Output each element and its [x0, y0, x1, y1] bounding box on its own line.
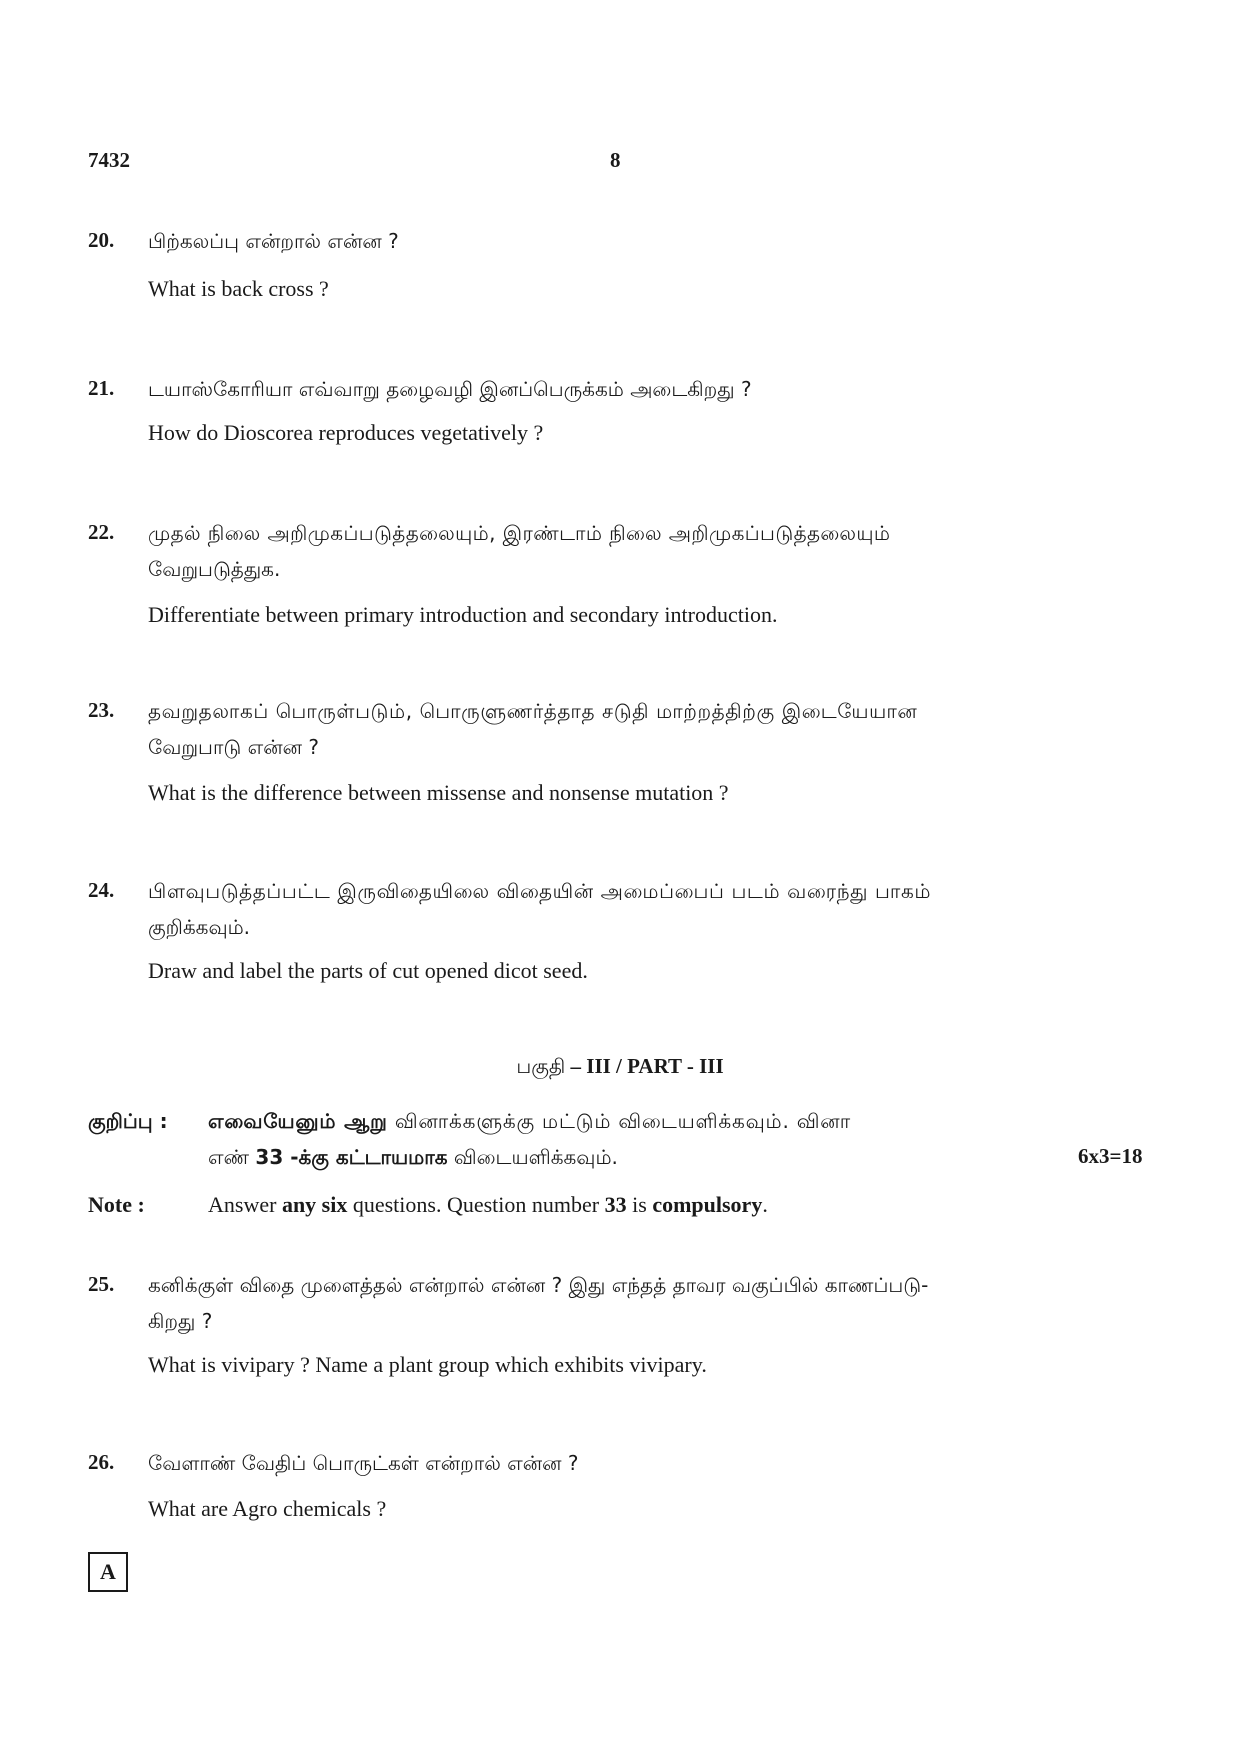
version-box: A [88, 1552, 128, 1592]
note-bold-part: 33 [604, 1192, 627, 1217]
question-tamil-line1: கனிக்குள் விதை முளைத்தல் என்றால் என்ன ? இது எந்தத் தாவர வகுப்பில் காணப்படு- [148, 1273, 929, 1297]
question-tamil-line1: தவறுதலாகப் பொருள்படும், பொருளுணர்த்தாத சடுதி மாற்றத்திற்கு இடையேயான [148, 699, 918, 723]
question-tamil-line1: பிளவுபடுத்தப்பட்ட இருவிதையிலை விதையின் அமைப்பைப் படம் வரைந்து பாகம் [148, 879, 932, 903]
question-tamil-line2: வேறுபடுத்துக. [148, 557, 281, 581]
question-tamil-line2: குறிக்கவும். [148, 915, 251, 939]
question-tamil: வேளாண் வேதிப் பொருட்கள் என்றால் என்ன ? [148, 1451, 579, 1475]
note-bold-part: compulsory [652, 1192, 763, 1217]
question-number: 23. [88, 698, 115, 722]
note-tamil-text2: எண் [208, 1145, 256, 1169]
note-text-part: is [626, 1192, 653, 1217]
question-number: 25. [88, 1272, 115, 1296]
note-tamil-line1 [208, 1104, 1098, 1138]
note-tamil-text1: வினாக்களுக்கு மட்டும் விடையளிக்கவும். வினா [387, 1109, 851, 1133]
question-tamil: டயாஸ்கோரியா எவ்வாறு தழைவழி இனப்பெருக்கம் அடைகிறது ? [148, 377, 752, 401]
question-tamil-line2: வேறுபாடு என்ன ? [148, 735, 319, 759]
question-english: What is back cross ? [148, 276, 329, 301]
question-english: Differentiate between primary introduction and secondary introduction. [148, 602, 778, 627]
question-english: What are Agro chemicals ? [148, 1496, 387, 1521]
question-english: What is vivipary ? Name a plant group which exhibits vivipary. [148, 1352, 707, 1377]
page-number: 8 [610, 148, 621, 172]
note-text-part: questions. Question number [347, 1192, 605, 1217]
paper-code: 7432 [88, 148, 130, 172]
part-heading [0, 1054, 1240, 1081]
note-bold-part: any six [281, 1192, 348, 1217]
note-tamil-bold1: எவையேனும் ஆறு [208, 1109, 388, 1133]
part-heading-tamil: பகுதி [516, 1054, 566, 1078]
question-english: How do Dioscorea reproduces vegetatively ? [148, 420, 544, 445]
question-english: Draw and label the parts of cut opened dicot seed. [148, 958, 588, 983]
question-number: 26. [88, 1450, 115, 1474]
note-tamil-bold2: 33 -க்கு கட்டாயமாக [255, 1145, 448, 1169]
question-number: 22. [88, 520, 115, 544]
part-heading-english: – III / PART - III [565, 1054, 724, 1078]
question-english: What is the difference between missense and nonsense mutation ? [148, 780, 729, 805]
question-tamil: பிற்கலப்பு என்றால் என்ன ? [148, 229, 399, 253]
note-tamil-line2 [208, 1140, 908, 1174]
note-tamil-text3: விடையளிக்கவும். [447, 1145, 618, 1169]
question-number: 20. [88, 228, 115, 252]
note-english-label: Note : [88, 1192, 145, 1217]
question-tamil-line2: கிறது ? [148, 1309, 213, 1333]
note-text-part: . [762, 1192, 768, 1217]
note-english-text [208, 1190, 768, 1220]
question-tamil-line1: முதல் நிலை அறிமுகப்படுத்தலையும், இரண்டாம் நிலை அறிமுகப்படுத்தலையும் [148, 521, 891, 545]
question-number: 21. [88, 376, 115, 400]
marks-allocation: 6x3=18 [1078, 1144, 1143, 1168]
note-text-part: Answer [208, 1192, 282, 1217]
note-tamil-label: குறிப்பு : [88, 1109, 168, 1133]
question-number: 24. [88, 878, 115, 902]
